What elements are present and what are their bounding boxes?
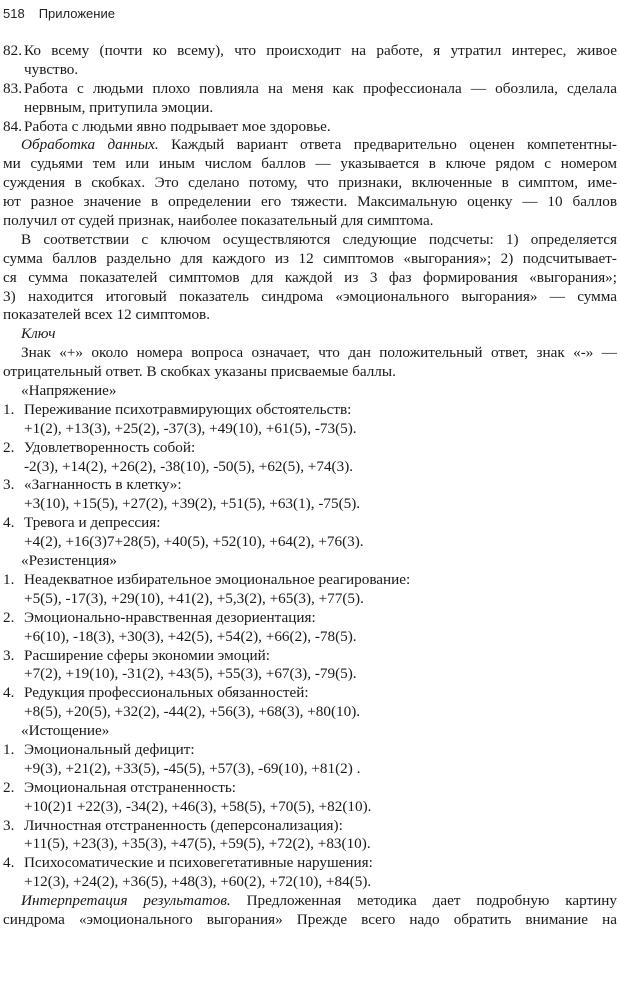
symptom-values: +11(5), +23(3), +35(3), +47(5), +59(5), +72(2), +83(10). <box>24 835 371 853</box>
symptom-values: +12(3), +24(2), +36(5), +48(3), +60(2), +72(10), +84(5). <box>24 873 372 891</box>
phase-heading: «Напряжение» <box>21 382 117 400</box>
symptom-number: 2. <box>3 608 15 626</box>
symptom-number: 1. <box>3 400 15 418</box>
page-body <box>3 42 617 930</box>
symptom-title <box>3 476 617 495</box>
symptom-title <box>3 514 617 533</box>
symptom-number: 4. <box>3 684 15 702</box>
symptom-title-text: Расширение сферы экономии эмоций: <box>24 646 270 664</box>
item-number: 82. <box>3 42 22 59</box>
symptom-title-text: «Загнанность в клетку»: <box>24 476 182 494</box>
symptom-values: +8(5), +20(5), +32(2), -44(2), +56(3), +68(3), +80(10). <box>24 703 361 721</box>
processing-paragraph-first-line <box>3 136 617 155</box>
symptom-number: 1. <box>3 570 15 588</box>
symptom-title-text: Редукция профессиональных обязанностей: <box>24 684 309 702</box>
paragraph-line: В соответствии с ключом осуществляются следующие подсчеты: 1) определяется <box>21 230 617 248</box>
item-text-line: Ко всему (почти ко всему), что происходит на работе, я утратил интерес, живое <box>24 42 617 59</box>
key-heading: Ключ <box>21 325 56 343</box>
symptom-number: 3. <box>3 646 15 664</box>
paragraph-line: сумма баллов раздельно для каждого из 12 симптомов «выгорания»; 2) подсчитывает- <box>3 249 617 267</box>
symptom-title-text: Тревога и депрессия: <box>24 514 161 532</box>
symptom-title-text: Переживание психотравмирующих обстоятельств: <box>24 400 352 418</box>
running-header <box>3 6 115 21</box>
interpretation-heading: Интерпретация результатов. <box>21 892 231 910</box>
symptom-number: 4. <box>3 854 15 872</box>
symptom-title <box>3 647 617 666</box>
interpretation-first-line-text: Предложенная методика дает подробную картину <box>246 892 617 910</box>
symptom-values: -2(3), +14(2), +26(2), -38(10), -50(5), +62(5), +74(3). <box>24 457 354 475</box>
paragraph-line: Знак «+» около номера вопроса означает, что дан положительный ответ, знак «-» — <box>21 344 617 362</box>
symptom-title <box>3 817 617 836</box>
symptom-values: +5(5), -17(3), +29(10), +41(2), +5,3(2), +65(3), +77(5). <box>24 589 364 607</box>
interpretation-paragraph-first-line <box>3 892 617 911</box>
paragraph-line: отрицательный ответ. В скобках указаны присваемые баллы. <box>3 363 396 381</box>
paragraph-line: показателей всех 12 симптомов. <box>3 306 211 324</box>
symptom-number: 3. <box>3 816 15 834</box>
item-text-line: Работа с людьми явно подрывает мое здоровье. <box>24 117 331 135</box>
item-text-line: нервным, притупила эмоции. <box>24 98 214 116</box>
item-text-line: Работа с людьми плохо повлияла на меня как профессионала — обозлила, сделала <box>24 79 617 97</box>
symptom-title <box>3 741 617 760</box>
symptom-values: +3(10), +15(5), +27(2), +39(2), +51(5), +63(1), -75(5). <box>24 495 361 513</box>
symptom-values: +4(2), +16(3)7+28(5), +40(5), +52(10), +64(2), +76(3). <box>24 533 364 551</box>
phase-heading: «Резистенция» <box>21 552 117 570</box>
page-number: 518 <box>3 6 25 21</box>
paragraph-line: суждения в скобках. Это сделано потому, что признаки, включенные в симптом, име- <box>3 174 617 192</box>
symptom-title-text: Психосоматические и психовегетативные нарушения: <box>24 854 373 872</box>
questionnaire-item-82 <box>3 42 617 61</box>
symptom-values: +6(10), -18(3), +30(3), +42(5), +54(2), +66(2), -78(5). <box>24 627 357 645</box>
symptom-title-text: Неадекватное избирательное эмоциональное реагирование: <box>24 570 411 588</box>
paragraph-line: ся сумма показателей симптомов для каждой из 3 фаз формирования «выгорания»; <box>3 268 617 286</box>
phase-heading: «Истощение» <box>21 722 110 740</box>
paragraph-line: получил от судей признак, наиболее показательный для симптома. <box>3 212 434 230</box>
symptom-values: +10(2)1 +22(3), -34(2), +46(3), +58(5), +70(5), +82(10). <box>24 797 372 815</box>
symptom-number: 1. <box>3 740 15 758</box>
item-text-line: чувство. <box>24 60 79 78</box>
paragraph-line: ми судьями тем или иным числом баллов — указывается в ключе рядом с номером <box>3 155 617 173</box>
symptom-title-text: Эмоциональная отстраненность: <box>24 778 236 796</box>
symptom-title <box>3 684 617 703</box>
paragraph-line: синдрома «эмоционального выгорания» Прежде всего надо обратить внимание на <box>3 910 617 928</box>
symptom-title <box>3 779 617 798</box>
symptom-title-text: Удовлетворенность собой: <box>24 438 196 456</box>
questionnaire-item-83 <box>3 80 617 99</box>
symptom-title <box>3 609 617 628</box>
symptom-title-text: Эмоциональный дефицит: <box>24 740 195 758</box>
paragraph-line: ют разное значение в определении его тяжести. Максимальную оценку — 10 баллов <box>3 193 617 211</box>
running-title: Приложение <box>38 6 115 21</box>
symptom-title <box>3 854 617 873</box>
symptom-number: 4. <box>3 514 15 532</box>
symptom-title <box>3 439 617 458</box>
processing-heading: Обработка данных. <box>21 136 159 154</box>
symptom-values: +7(2), +19(10), -31(2), +43(5), +55(3), +67(3), -79(5). <box>24 665 357 683</box>
symptom-values: +1(2), +13(3), +25(2), -37(3), +49(10), +61(5), -73(5). <box>24 419 357 437</box>
symptom-title-text: Личностная отстраненность (деперсонализация): <box>24 816 343 834</box>
symptom-title <box>3 571 617 590</box>
item-number: 84. <box>3 117 22 135</box>
symptom-title <box>3 401 617 420</box>
symptom-title-text: Эмоционально-нравственная дезориентация: <box>24 608 316 626</box>
symptom-number: 2. <box>3 438 15 456</box>
symptom-values: +9(3), +21(2), +33(5), -45(5), +57(3), -69(10), +81(2) . <box>24 759 361 777</box>
symptom-number: 3. <box>3 476 15 494</box>
paragraph-line: 3) находится итоговый показатель синдрома «эмоционального выгорания» — сумма <box>3 287 617 305</box>
symptom-number: 2. <box>3 778 15 796</box>
item-number: 83. <box>3 79 22 97</box>
processing-first-line-text: Каждый вариант ответа предварительно оценен компетентны- <box>171 136 617 154</box>
questionnaire-item-84 <box>3 118 617 137</box>
